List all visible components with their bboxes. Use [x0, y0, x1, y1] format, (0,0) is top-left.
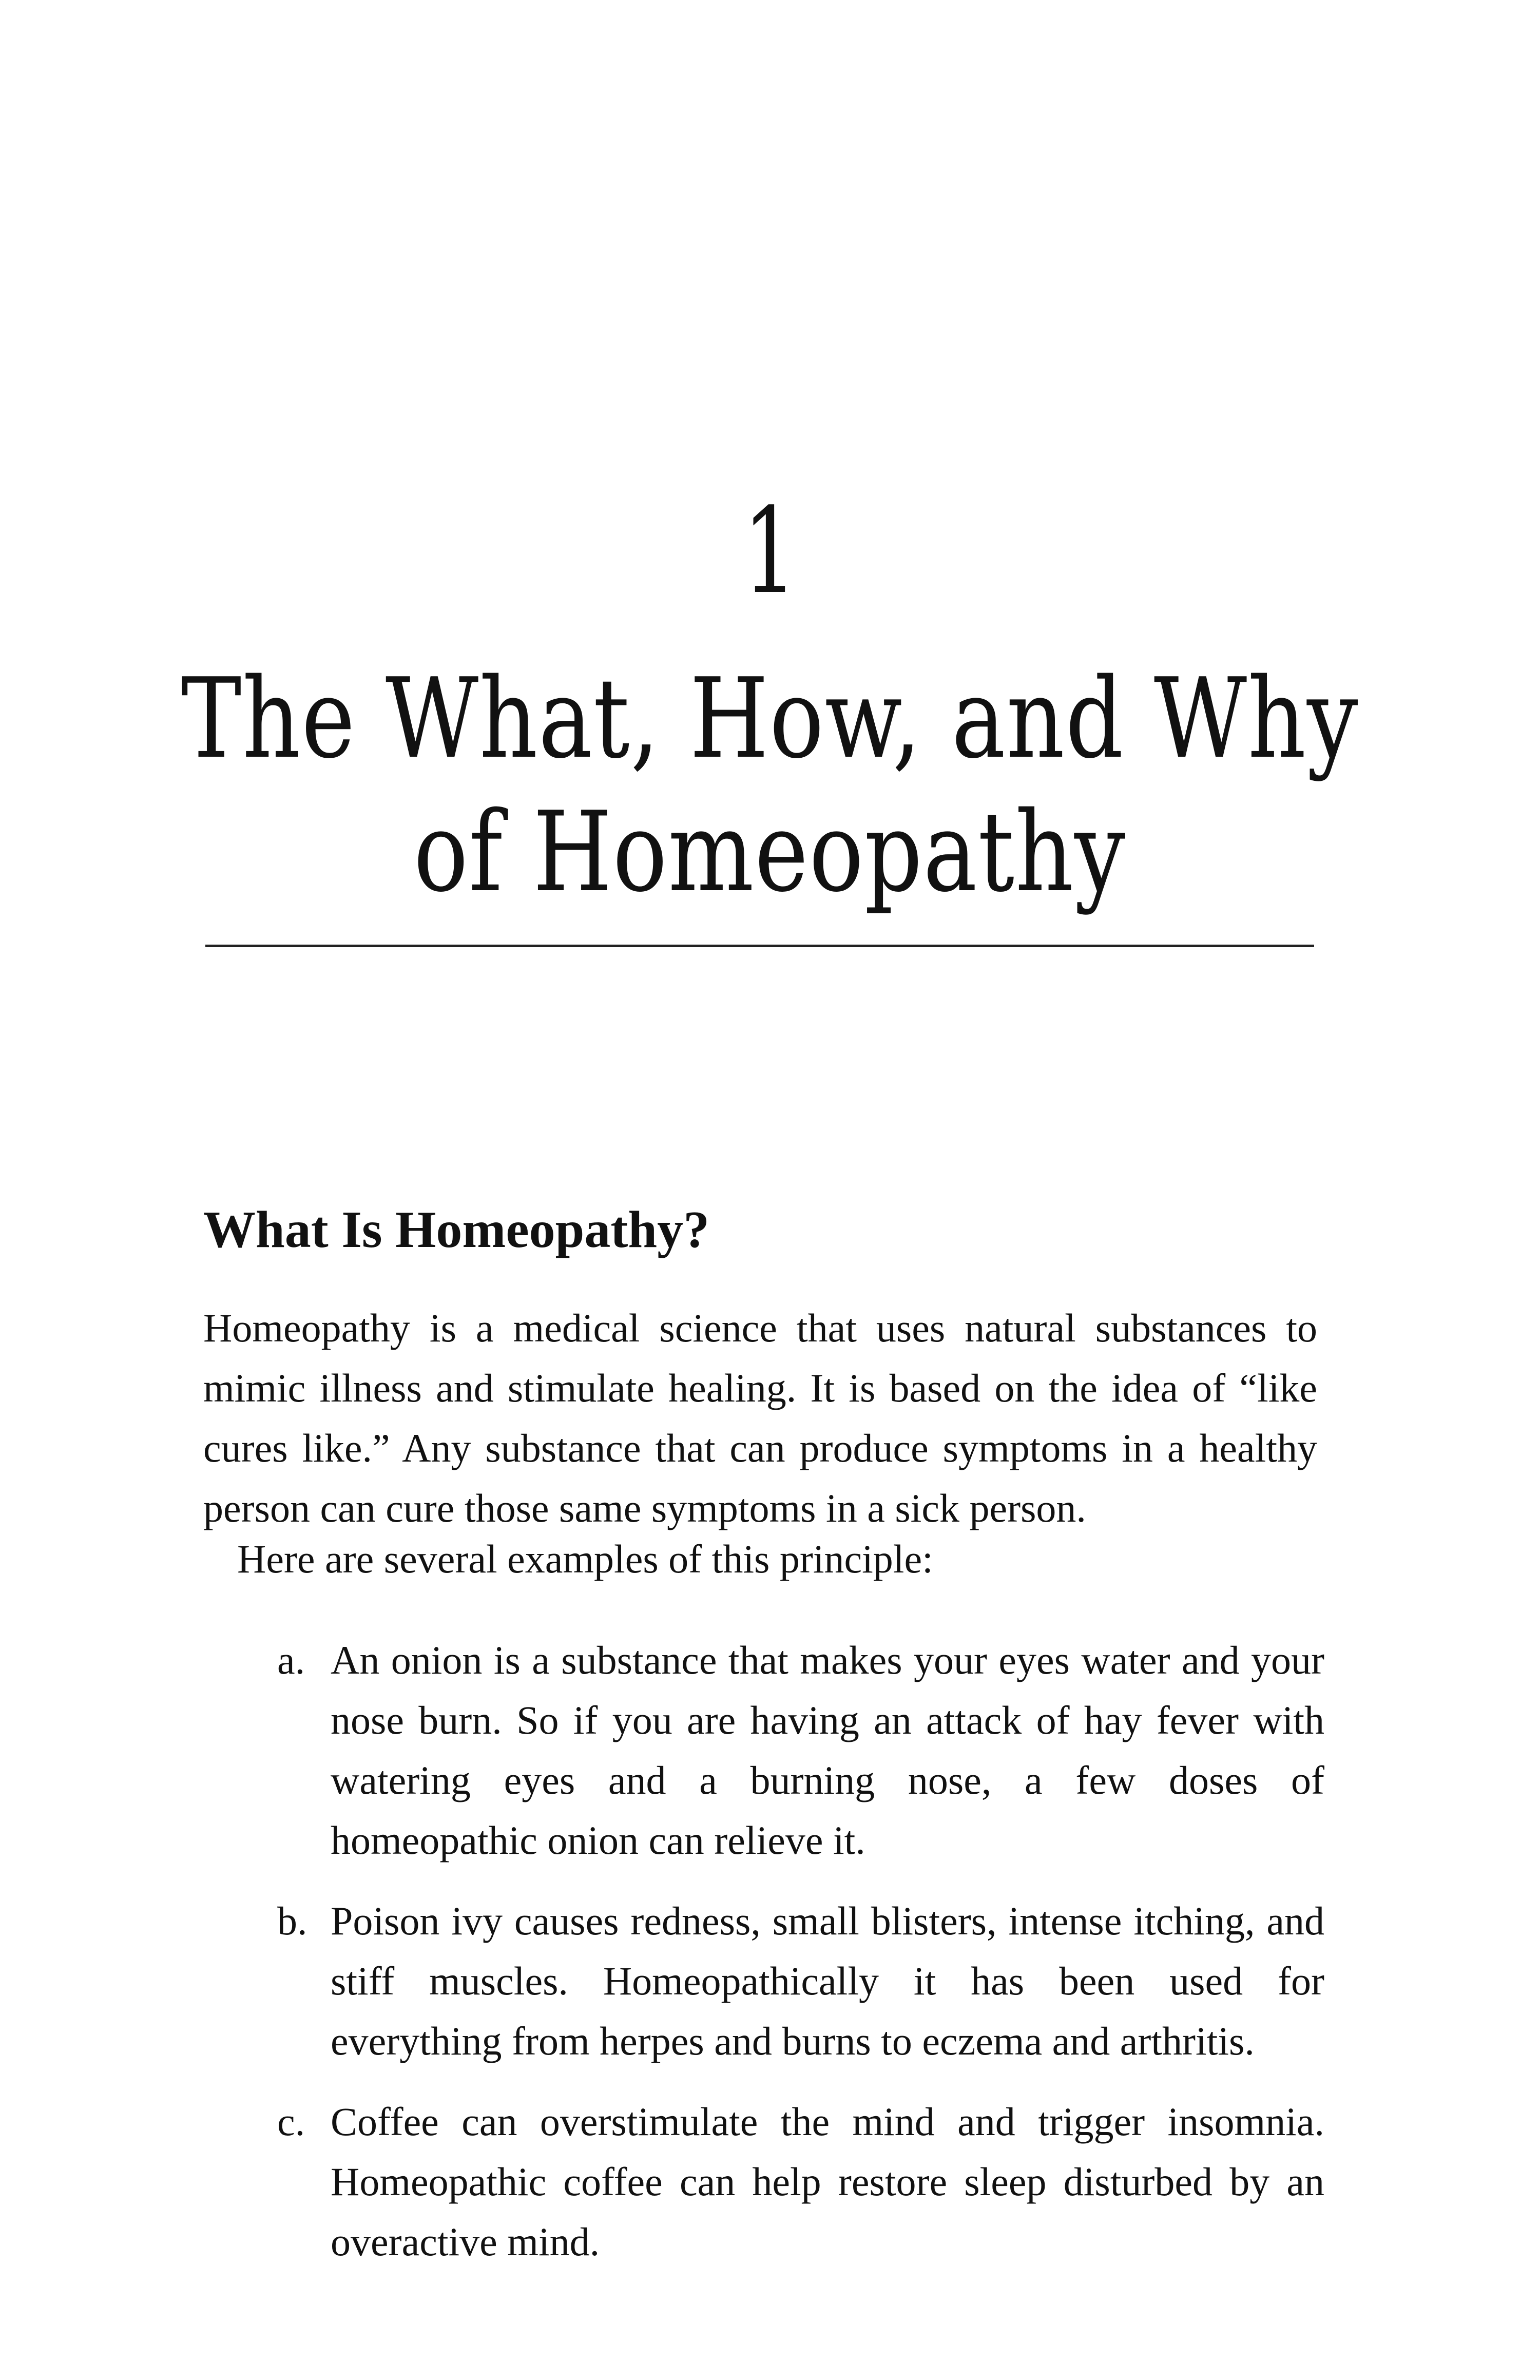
- section-heading: What Is Homeopathy?: [203, 1201, 710, 1259]
- chapter-title-line-1: The What, How, and Why: [181, 654, 1359, 783]
- chapter-divider: [205, 945, 1314, 947]
- intro-paragraph: Homeopathy is a medical science that uses natural substances to mimic illness and stimulate healing. It is based on the idea of “like cures like.” Any substance that can produce symptoms in a healthy person can cure those same symptoms in a sick person.: [203, 1306, 1317, 1530]
- list-item: [277, 1630, 1324, 1870]
- list-marker: b.: [277, 1898, 307, 1943]
- list-item: [277, 1891, 1324, 2071]
- examples-list: [277, 1630, 1324, 2292]
- list-item-text: Poison ivy causes redness, small blisters, intense itching, and stiff muscles. Homeopathically it has been used for everything from herpes and burns to eczema and arthritis.: [331, 1898, 1324, 2063]
- chapter-number: 1: [743, 483, 797, 620]
- list-marker: a.: [277, 1638, 305, 1682]
- chapter-title-line-2: of Homeopathy: [413, 788, 1127, 916]
- examples-lead-in: Here are several examples of this principle:: [237, 1537, 933, 1581]
- chapter-title: [0, 652, 1540, 919]
- list-marker: c.: [277, 2099, 305, 2144]
- list-item: [277, 2091, 1324, 2272]
- list-item-text: Coffee can overstimulate the mind and trigger insomnia. Homeopathic coffee can help restore sleep disturbed by an overactive mind.: [331, 2099, 1324, 2264]
- list-item-text: An onion is a substance that makes your eyes water and your nose burn. So if you are having an attack of hay fever with watering eyes and a burning nose, a few doses of homeopathic onion can relieve it.: [331, 1638, 1324, 1863]
